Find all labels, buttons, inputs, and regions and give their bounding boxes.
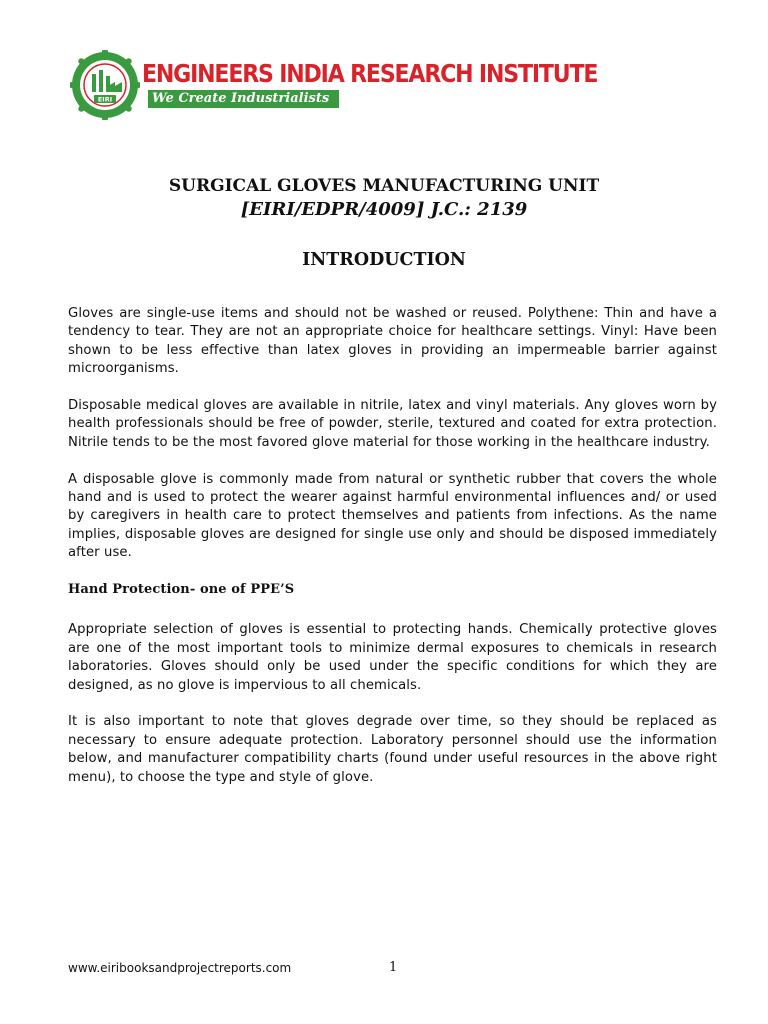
document-code: [EIRI/EDPR/4009] J.C.: 2139 xyxy=(240,199,528,220)
page-number: 1 xyxy=(389,960,398,975)
paragraph: Appropriate selection of gloves is essential to protecting hands. Chemically protective gloves are one of the most important tools to minimize dermal exposures to chemicals in research laboratories. Gloves should only be used under the specific conditions for which they are designed, as no glove is impervious to all chemicals. xyxy=(68,622,717,693)
brand-tagline: We Create Industrialists xyxy=(148,90,339,108)
paragraph: A disposable glove is commonly made from natural or synthetic rubber that covers the whole hand and is used to protect the wearer against harmful environmental influences and/ or used by caregivers in health care to protect themselves and patients from infections. As the name implies, disposable gloves are designed for single use only and should be disposed immediately after use. xyxy=(68,471,717,561)
company-seal-logo xyxy=(70,50,140,120)
paragraph: Disposable medical gloves are available in nitrile, latex and vinyl materials. Any gloves worn by health professionals should be free of powder, sterile, textured and coated for extra protection. Nitrile tends to be the most favored glove material for those working in the healthcare industry. xyxy=(68,398,717,450)
paragraph: Gloves are single-use items and should not be washed or reused. Polythene: Thin and have a tendency to tear. They are not an appropriate choice for healthcare settings. Vinyl: Have been shown to be less effective than latex gloves in providing an impermeable barrier against microorganisms. xyxy=(68,306,717,377)
footer-website-url: www.eiribooksandprojectreports.com xyxy=(68,961,292,975)
brand-name: ENGINEERS INDIA RESEARCH INSTITUTE xyxy=(142,59,598,88)
seal-text: EIRI xyxy=(97,95,113,104)
document-title: SURGICAL GLOVES MANUFACTURING UNIT xyxy=(168,176,600,196)
sub-heading: Hand Protection- one of PPE’S xyxy=(68,582,295,598)
document-body xyxy=(68,305,717,805)
section-heading: INTRODUCTION xyxy=(302,250,466,270)
paragraph: It is also important to note that gloves degrade over time, so they should be replaced as necessary to ensure adequate protection. Laboratory personnel should use the information below, and manufacturer compatibility charts (found under useful resources in the above right menu), to choose the type and style of glove. xyxy=(68,714,717,785)
company-header xyxy=(70,50,598,126)
